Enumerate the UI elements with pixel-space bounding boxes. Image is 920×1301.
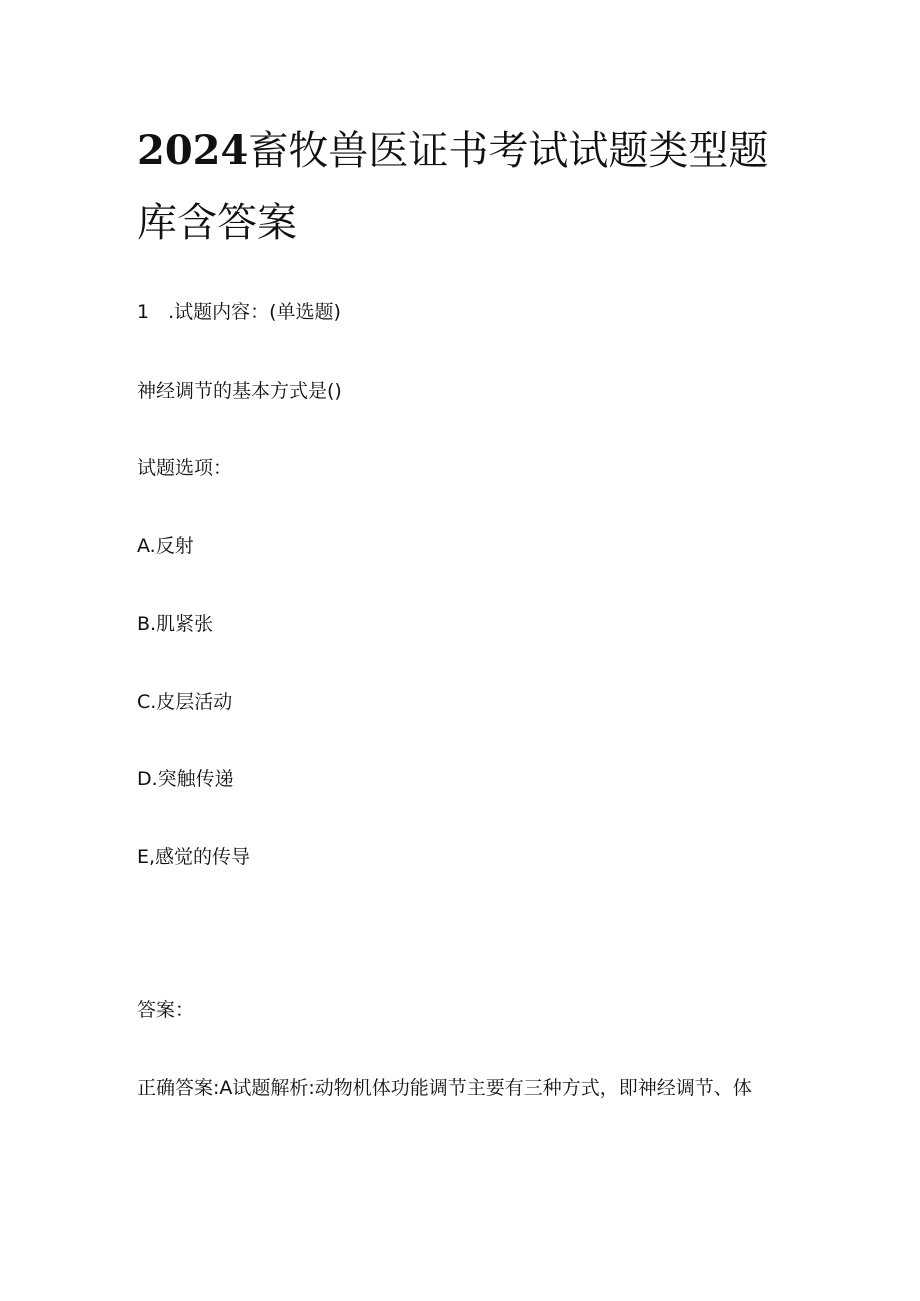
option-c: C.皮层活动 bbox=[137, 691, 233, 713]
option-b: B.肌紧张 bbox=[137, 613, 214, 635]
question-stem: 神经调节的基本方式是() bbox=[137, 380, 342, 402]
answer-label: 答案： bbox=[137, 999, 195, 1021]
document-title bbox=[137, 115, 797, 259]
title-year: 2024 bbox=[137, 127, 249, 174]
option-e: E,感觉的传导 bbox=[137, 846, 251, 868]
answer-text: 正确答案:A试题解析:动物机体功能调节主要有三种方式，即神经调节、体 bbox=[137, 1077, 752, 1099]
options-label: 试题选项： bbox=[137, 457, 233, 479]
option-d: D.突触传递 bbox=[137, 768, 234, 790]
option-a: A.反射 bbox=[137, 535, 194, 557]
question-number-line: 1 .试题内容：(单选题) bbox=[137, 301, 341, 323]
title-text: 畜牧兽医证书考试试题类型题库含答案 bbox=[137, 128, 769, 246]
